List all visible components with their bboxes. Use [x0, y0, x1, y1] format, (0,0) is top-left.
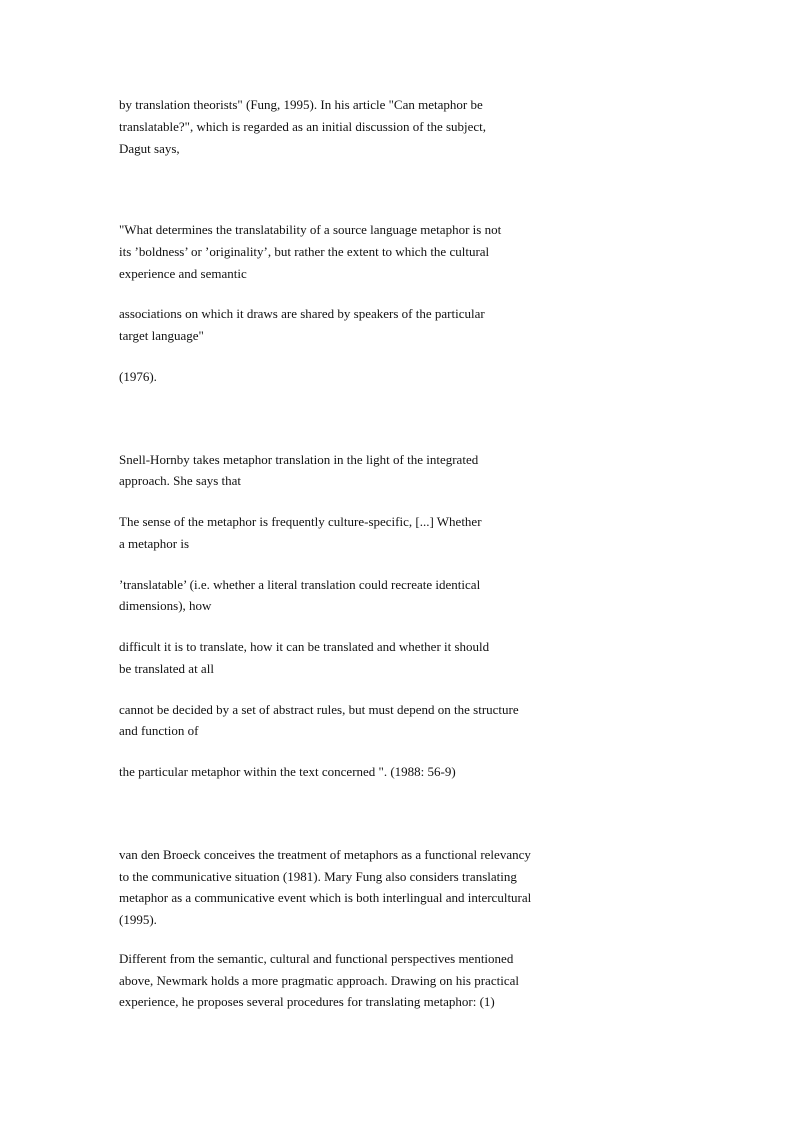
- text-line: dimensions), how: [119, 598, 212, 613]
- text-line: the particular metaphor within the text concerned ". (1988: 56-9): [119, 764, 456, 779]
- text-line: difficult it is to translate, how it can be translated and whether it should: [119, 639, 490, 654]
- text-line: its ’boldness’ or ’originality’, but rather the extent to which the cultural: [119, 244, 490, 259]
- text-line: "What determines the translatability of a source language metaphor is not: [119, 222, 502, 237]
- text-line: metaphor as a communicative event which is both interlingual and intercultural: [119, 890, 532, 905]
- text-line: above, Newmark holds a more pragmatic approach. Drawing on his practical: [119, 973, 519, 988]
- text-line: van den Broeck conceives the treatment of metaphors as a functional relevancy: [119, 847, 531, 862]
- text-line: and function of: [119, 723, 199, 738]
- text-line: Snell-Hornby takes metaphor translation in the light of the integrated: [119, 452, 479, 467]
- text-line: approach. She says that: [119, 473, 242, 488]
- text-line: cannot be decided by a set of abstract rules, but must depend on the structure: [119, 702, 519, 717]
- text-line: by translation theorists" (Fung, 1995). In his article "Can metaphor be: [119, 97, 483, 112]
- text-line: (1995).: [119, 912, 157, 927]
- text-line: (1976).: [119, 369, 157, 384]
- text-line: Different from the semantic, cultural and functional perspectives mentioned: [119, 951, 514, 966]
- text-line: Dagut says,: [119, 141, 180, 156]
- text-line: a metaphor is: [119, 536, 190, 551]
- text-line: translatable?", which is regarded as an initial discussion of the subject,: [119, 119, 487, 134]
- text-line: experience, he proposes several procedures for translating metaphor: (1): [119, 994, 495, 1009]
- text-line: experience and semantic: [119, 266, 247, 281]
- text-line: associations on which it draws are shared by speakers of the particular: [119, 306, 485, 321]
- text-line: target language": [119, 328, 204, 343]
- text-line: to the communicative situation (1981). Mary Fung also considers translating: [119, 869, 517, 884]
- text-line: ’translatable’ (i.e. whether a literal translation could recreate identical: [119, 577, 481, 592]
- text-line: The sense of the metaphor is frequently culture-specific, [...] Whether: [119, 514, 482, 529]
- text-line: be translated at all: [119, 661, 214, 676]
